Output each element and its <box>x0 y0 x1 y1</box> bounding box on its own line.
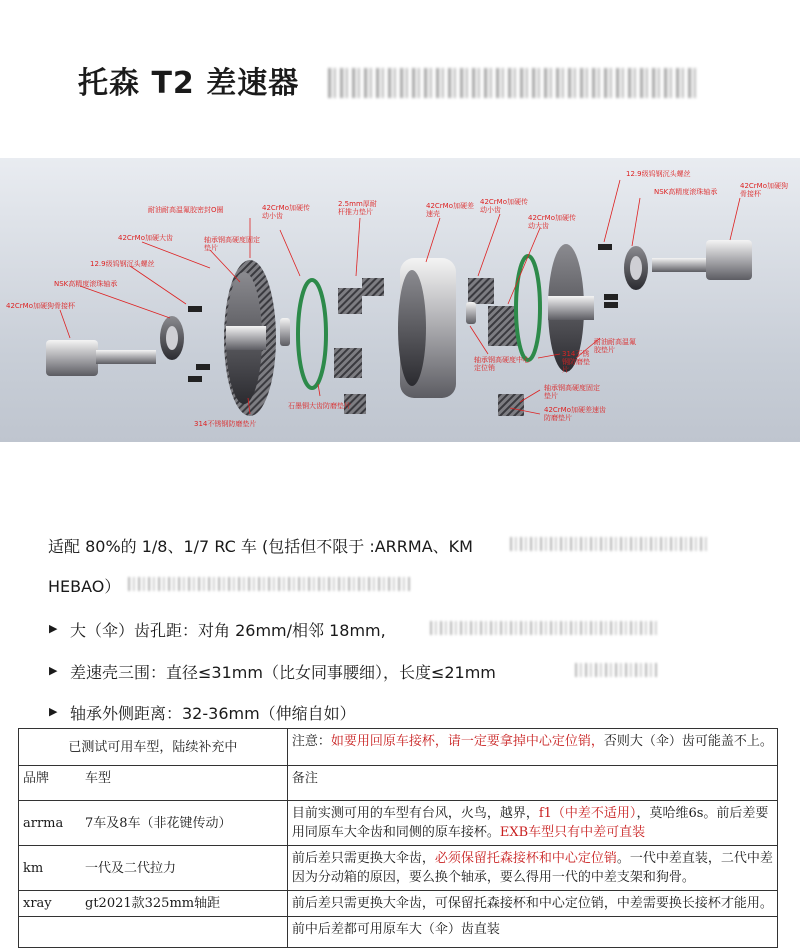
label-screw-left: 12.9级钨钢沉头螺丝 <box>90 260 155 268</box>
label-small-gear-b: 42CrMo加硬传动小齿 <box>480 198 528 214</box>
bullet-icon: ▶ <box>49 622 58 635</box>
compat-line-2: HEBAO） <box>48 577 121 596</box>
right-screw-shape <box>598 244 612 250</box>
compat-table <box>18 728 778 948</box>
label-small-gear-a: 42CrMo加硬传动小齿 <box>262 204 310 220</box>
label-cup-left: 42CrMo加硬狗骨接杯 <box>6 302 75 310</box>
bullet-icon: ▶ <box>49 664 58 677</box>
label-oil-seal: 耐油耐高温氟胶密封O圈 <box>148 206 224 214</box>
blurred-text <box>430 621 660 635</box>
table-row <box>19 766 778 801</box>
o-ring-left-shape <box>298 280 326 388</box>
table-col-headers: 品牌 车型 <box>19 766 288 801</box>
blurred-title-suffix <box>328 68 700 98</box>
table-row <box>19 729 778 766</box>
right-shaft-shape <box>652 258 710 272</box>
o-ring-right-shape <box>516 256 540 360</box>
label-pad-right: 耐油耐高温氟胶垫片 <box>594 338 636 354</box>
label-cup-right: 42CrMo加硬狗骨接杯 <box>740 182 788 198</box>
label-steel-pad: 314不锈钢防磨垫片 <box>194 420 257 428</box>
exploded-view-diagram <box>0 158 800 442</box>
blurred-text <box>510 537 710 551</box>
label-screw-right: 12.9级钨钢沉头螺丝 <box>626 170 691 178</box>
label-pin: 轴承钢高硬度中心定位销 <box>474 356 530 372</box>
label-big-gear-b: 42CrMo加硬传动大齿 <box>528 214 576 230</box>
table-row <box>19 801 778 846</box>
label-bearing-right: NSK高精度滚珠轴承 <box>654 188 718 196</box>
small-gear-b-shape <box>468 278 494 304</box>
table-row <box>19 891 778 917</box>
left-shaft-shape <box>96 350 156 364</box>
table-cell-remark: 前后差只需更换大伞齿，可保留托森接杯和中心定位销，中差需要换长接杯才能用。 <box>287 891 777 917</box>
table-cell-brand: xray gt2021款325mm轴距 <box>19 891 288 917</box>
spec-item-2: 差速壳三围：直径≤31mm（比女同事腰细），长度≤21mm <box>70 663 496 682</box>
bullet-icon: ▶ <box>49 705 58 718</box>
pin-shape <box>280 318 290 346</box>
label-steel-pad-right: 314不锈钢防磨垫片 <box>562 350 590 374</box>
table-cell-remark: 前后差只需更换大伞齿，必须保留托森接杯和中心定位销。一代中差直装，二代中差因为分动箱的原因，要么换个轴承，要么得用一代的中差支架和狗骨。 <box>287 846 777 891</box>
blurred-text <box>575 663 657 677</box>
blurred-text <box>128 577 410 591</box>
left-screw-shape <box>188 306 202 312</box>
table-col-remark: 备注 <box>287 766 777 801</box>
table-cell-brand: arrma 7车及8车（非花键传动） <box>19 801 288 846</box>
table-cell-brand <box>19 917 288 948</box>
spec-item-3: 轴承外侧距离：32-36mm（伸缩自如） <box>70 704 356 723</box>
table-cell-remark: 目前实测可用的车型有台风，火鸟，越界，f1（中差不适用），莫哈维6s。前后差要用同原车大伞齿和同侧的原车接杯。EXB车型只有中差可直装 <box>287 801 777 846</box>
table-note: 注意：如要用回原车接杯，请一定要拿掉中心定位销，否则大（伞）齿可能盖不上。 <box>287 729 777 766</box>
table-row <box>19 917 778 948</box>
spec-item-1: 大（伞）齿孔距：对角 26mm/相邻 18mm, <box>70 621 386 640</box>
page-title: 托森 T2 差速器 <box>78 66 300 101</box>
label-gear-pad: 42CrMo加硬差速齿防磨垫片 <box>544 406 606 422</box>
label-graphite: 石墨铜大齿防磨垫片 <box>288 402 351 410</box>
small-gear-a-shape <box>338 288 362 314</box>
right-cup-shape <box>706 240 752 280</box>
compat-line: 适配 80%的 1/8、1/7 RC 车 (包括但不限于 :ARRMA、KM <box>48 537 473 556</box>
label-thrust-left: 2.5mm厚耐杆推力垫片 <box>338 200 377 216</box>
table-head-left: 已测试可用车型，陆续补充中 <box>19 729 288 766</box>
label-pad-left: 轴承钢高硬度固定垫片 <box>204 236 260 252</box>
table-cell-brand: km 一代及二代拉力 <box>19 846 288 891</box>
label-big-bevel: 42CrMo加硬大齿 <box>118 234 173 242</box>
label-fix-pad: 轴承钢高硬度固定垫片 <box>544 384 600 400</box>
label-housing: 42CrMo加硬差速壳 <box>426 202 474 218</box>
diagram-drawing <box>0 158 800 442</box>
label-bearing-left: NSK高精度滚珠轴承 <box>54 280 118 288</box>
left-cup-shape <box>46 340 98 376</box>
table-cell-remark: 前中后差都可用原车大（伞）齿直装 <box>287 917 777 948</box>
table-row <box>19 846 778 891</box>
